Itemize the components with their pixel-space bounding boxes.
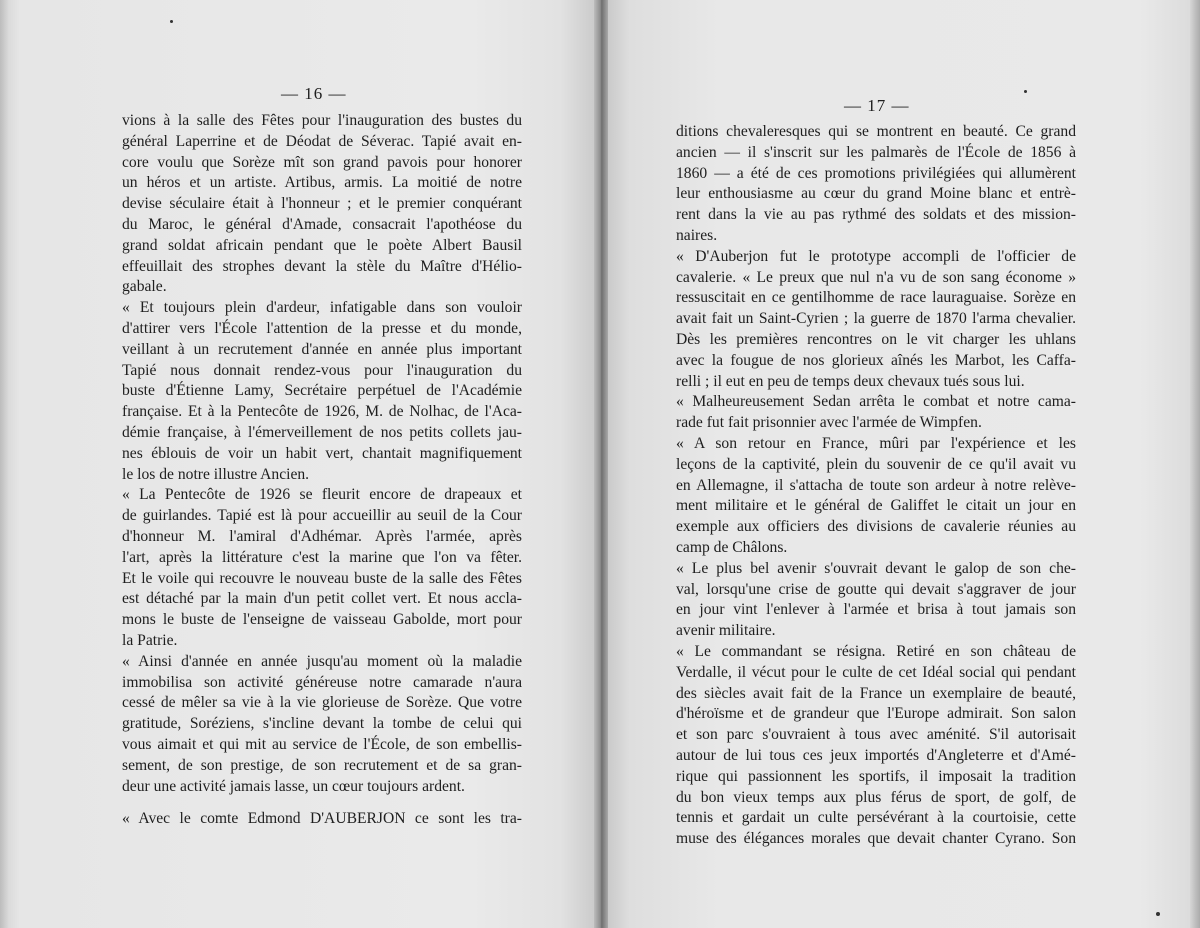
text-line: gratitude, Soréziens, s'incline devant la tombe de celui qui bbox=[122, 715, 522, 733]
right-page bbox=[600, 0, 1200, 928]
text-line: autour de lui tous ces jeux importés d'Angleterre et d'Amé- bbox=[676, 746, 1076, 764]
text-line: est détaché par la main d'un petit collet vert. Et nous accla- bbox=[122, 590, 522, 608]
text-line: française. Et à la Pentecôte de 1926, M. de Nolhac, de l'Aca- bbox=[122, 403, 522, 421]
text-line: naires. bbox=[676, 226, 718, 244]
text-line: devise séculaire était à l'honneur ; et le premier conquérant bbox=[122, 195, 522, 213]
text-line: « Et toujours plein d'ardeur, infatigable dans son vouloir bbox=[122, 299, 522, 317]
text-line: deur une activité jamais lasse, un cœur toujours ardent. bbox=[122, 777, 465, 795]
text-line: buste d'Étienne Lamy, Secrétaire perpétuel de l'Académie bbox=[122, 382, 522, 400]
text-line: l'art, après la littérature c'est la marine que l'on va fêter. bbox=[122, 548, 522, 566]
text-line: avenir militaire. bbox=[676, 622, 776, 640]
text-line: grand soldat africain pendant que le poète Albert Bausil bbox=[122, 236, 522, 254]
text-line: « La Pentecôte de 1926 se fleurit encore de drapeaux et bbox=[122, 486, 522, 504]
text-line: vions à la salle des Fêtes pour l'inauguration des bustes du bbox=[122, 112, 522, 129]
right-page-text bbox=[676, 122, 1076, 850]
text-line: nes éblouis de voir un habit vert, chantait magnifiquement bbox=[122, 444, 522, 462]
text-line: vous aimait et qui mit au service de l'École, de son embellis- bbox=[122, 735, 522, 753]
ink-speck bbox=[1024, 90, 1027, 93]
text-line: immobilisa son activité généreuse notre camarade n'aura bbox=[122, 673, 522, 691]
text-line: core voulu que Sorèze mît son grand pavois pour honorer bbox=[122, 153, 522, 171]
text-line: rade fut fait prisonnier avec l'armée de Wimpfen. bbox=[676, 414, 982, 432]
left-page-text bbox=[122, 111, 522, 830]
text-line: ditions chevaleresques qui se montrent en beauté. Ce grand bbox=[676, 123, 1076, 140]
ink-speck bbox=[1156, 912, 1160, 916]
text-line: du Maroc, le général d'Amade, consacrait l'apothéose du bbox=[122, 215, 522, 233]
text-line: « Ainsi d'année en année jusqu'au moment où la maladie bbox=[122, 652, 522, 670]
text-line: camp de Châlons. bbox=[676, 538, 788, 556]
text-line: du bon vieux temps aux plus férus de sport, de golf, de bbox=[676, 788, 1076, 806]
text-line: la Patrie. bbox=[122, 631, 178, 649]
text-line: « Le plus bel avenir s'ouvrait devant le galop de son che- bbox=[676, 559, 1076, 577]
text-line: avec la fougue de nos glorieux aînés les Marbot, les Caffa- bbox=[676, 351, 1076, 369]
text-line: « A son retour en France, mûri par l'expérience et les bbox=[676, 434, 1076, 452]
text-line: sement, de son prestige, de son recrutement et de sa gran- bbox=[122, 756, 522, 774]
text-line: cavalerie. « Le preux que nul n'a vu de son sang économe » bbox=[676, 268, 1076, 286]
text-line: d'héroïsme et de grandeur que l'Europe admirait. Son salon bbox=[676, 705, 1076, 723]
text-line: mons le buste de l'enseigne de vaisseau Gabolde, mort pour bbox=[122, 611, 522, 629]
text-line: le los de notre illustre Ancien. bbox=[122, 465, 310, 483]
text-line: Et le voile qui recouvre le nouveau buste de la salle des Fêtes bbox=[122, 569, 522, 587]
text-line: en Allemagne, il s'attacha de toute son ardeur à notre relève- bbox=[676, 476, 1076, 494]
text-line: un héros et un artiste. Artibus, armis. La moitié de notre bbox=[122, 174, 522, 192]
text-line: Verdalle, il vécut pour le culte de cet Idéal social qui pendant bbox=[676, 663, 1076, 681]
right-page-edge bbox=[1190, 0, 1200, 928]
book-gutter bbox=[594, 0, 608, 928]
text-line: val, lorsqu'une crise de goutte qui devait s'aggraver de jour bbox=[676, 580, 1076, 598]
text-line: et son parc s'ouvraient à tous avec aménité. S'il autorisait bbox=[676, 726, 1076, 744]
text-line: des siècles avait fait de la France un exemplaire de beauté, bbox=[676, 684, 1076, 702]
text-line: rent dans la vie au pas rythmé des soldats et des mission- bbox=[676, 206, 1076, 224]
text-line: d'honneur M. l'amiral d'Adhémar. Après l'armée, après bbox=[122, 527, 522, 545]
text-line: « Malheureusement Sedan arrêta le combat et notre cama- bbox=[676, 393, 1076, 411]
text-line: effeuillait des strophes devant la stèle du Maître d'Hélio- bbox=[122, 257, 522, 275]
ink-speck bbox=[170, 20, 173, 23]
text-line: de guirlandes. Tapié est là pour accueillir au seuil de la Cour bbox=[122, 507, 522, 525]
text-line: démie française, à l'émerveillement de nos petits collets jau- bbox=[122, 423, 522, 441]
text-line: leçons de la captivité, plein du souvenir de ce qu'il avait vu bbox=[676, 455, 1076, 473]
text-line: rique qui passionnent les sportifs, il imposait la tradition bbox=[676, 767, 1076, 785]
text-line: muse des élégances morales que devait chanter Cyrano. Son bbox=[676, 830, 1076, 848]
page-number-17: — 17 — bbox=[844, 96, 910, 115]
text-line: ment militaire et le général de Galiffet le citait un jour en bbox=[676, 497, 1076, 515]
text-line: « D'Auberjon fut le prototype accompli de l'officier de bbox=[676, 247, 1076, 265]
text-line: gabale. bbox=[122, 278, 167, 296]
text-line: leur enthousiasme au cœur du grand Moine blanc et entrè- bbox=[676, 185, 1076, 203]
text-line: Tapié nous donnait rendez-vous pour l'inauguration du bbox=[122, 361, 522, 379]
text-line: avait fait un Saint-Cyrien ; la guerre de 1870 l'arma chevalier. bbox=[676, 310, 1076, 328]
text-line: cessé de mêler sa vie à la vie glorieuse de Sorèze. Que votre bbox=[122, 694, 522, 712]
page-number-16: — 16 — bbox=[281, 84, 347, 103]
text-line: d'attirer vers l'École l'attention de la presse et du monde, bbox=[122, 319, 522, 337]
text-line: « Le commandant se résigna. Retiré en son château de bbox=[676, 642, 1076, 660]
text-line: exemple aux officiers des divisions de cavalerie réunies au bbox=[676, 518, 1076, 536]
text-line: relli ; il eut en peu de temps deux chevaux tués sous lui. bbox=[676, 372, 1025, 390]
text-line: « Avec le comte Edmond D'AUBERJON ce sont les tra- bbox=[122, 810, 522, 828]
text-line: général Laperrine et de Déodat de Séverac. Tapié avait en- bbox=[122, 132, 522, 150]
left-page-edge bbox=[0, 0, 8, 928]
text-line: ressuscitait en ce gentilhomme de race lauraguaise. Sorèze en bbox=[676, 289, 1076, 307]
text-line: 1860 — a été de ces promotions privilégiées qui allumèrent bbox=[676, 164, 1076, 182]
text-line: tennis et gardait un culte persévérant à la courtoisie, cette bbox=[676, 809, 1076, 827]
text-line: ancien — il s'inscrit sur les palmarès de l'École de 1856 à bbox=[676, 143, 1076, 161]
text-line: Dès les premières rencontres on le vit charger les uhlans bbox=[676, 330, 1076, 348]
text-line: veillant à un recrutement d'année en année plus important bbox=[122, 340, 522, 358]
text-line: en jour vint l'enlever à l'armée et brisa à tout jamais son bbox=[676, 601, 1076, 619]
